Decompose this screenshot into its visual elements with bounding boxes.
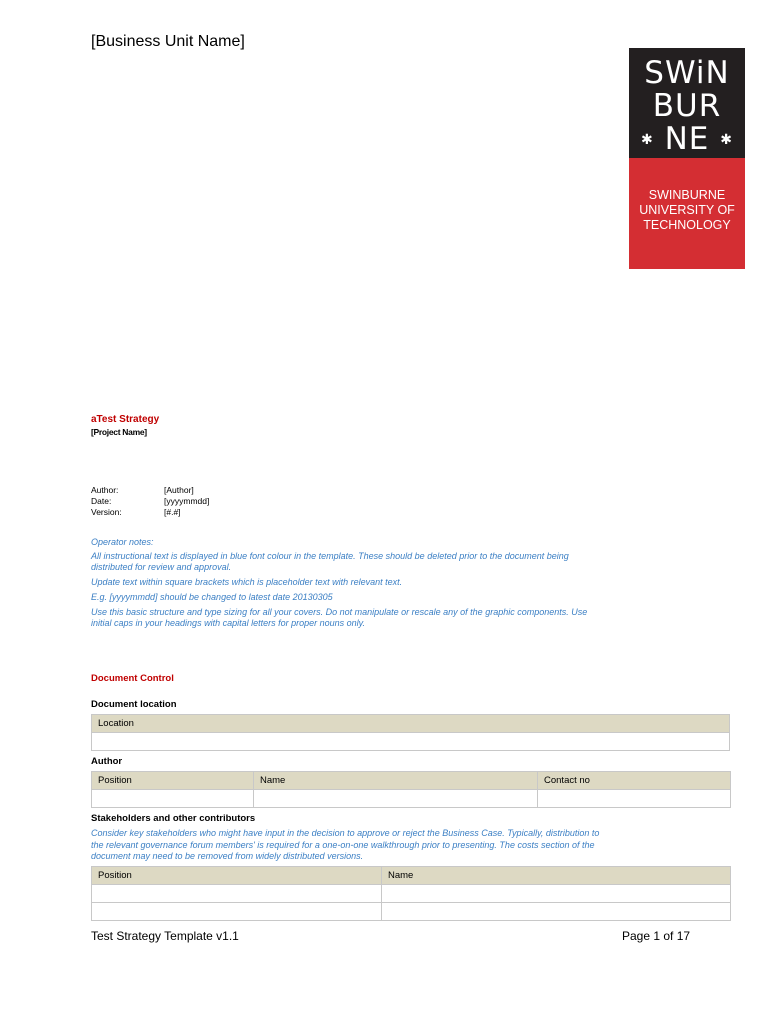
stakeholders-note-line-2: the relevant governance forum members' is required for a one-on-one walkthrough prior to presenting. The costs section of the xyxy=(91,840,595,850)
operator-note-4-line-1: Use this basic structure and type sizing for all your covers. Do not manipulate or rescale any of the graphic components. Use xyxy=(91,607,588,617)
table-row xyxy=(92,790,731,808)
table-header-row xyxy=(92,867,731,885)
document-title: aTest Strategy xyxy=(91,414,160,425)
version-label: Version: xyxy=(91,507,122,517)
table-cell[interactable] xyxy=(92,885,382,903)
logo-wordmark-line-3 xyxy=(629,121,745,157)
date-label: Date: xyxy=(91,496,112,506)
table-header-cell: Name xyxy=(382,867,731,885)
operator-notes-heading: Operator notes: xyxy=(91,537,154,547)
stakeholders-heading: Stakeholders and other contributors xyxy=(91,813,256,824)
author-label: Author: xyxy=(91,485,119,495)
logo-university-name xyxy=(629,188,745,233)
author-heading: Author xyxy=(91,756,123,767)
footer-template-version: Test Strategy Template v1.1 xyxy=(91,929,239,943)
version-value: [#.#] xyxy=(164,507,181,517)
stakeholders-table xyxy=(91,866,731,921)
operator-note-3: E.g. [yyyymmdd] should be changed to latest date 20130305 xyxy=(91,592,333,602)
document-control-title: Document Control xyxy=(91,673,174,684)
logo-bottom-block xyxy=(629,158,745,269)
table-cell[interactable] xyxy=(92,790,254,808)
swinburne-logo xyxy=(629,48,745,269)
table-header-cell: Position xyxy=(92,867,382,885)
document-location-table xyxy=(91,714,730,751)
table-cell[interactable] xyxy=(382,885,731,903)
project-name: [Project Name] xyxy=(91,427,147,437)
author-value: [Author] xyxy=(164,485,194,495)
table-header-row xyxy=(92,715,730,733)
logo-top-block xyxy=(629,48,745,158)
operator-note-4-line-2: initial caps in your headings with capital letters for proper nouns only. xyxy=(91,618,365,628)
table-cell[interactable] xyxy=(538,790,731,808)
table-header-cell: Contact no xyxy=(538,772,731,790)
logo-university-line-3: TECHNOLOGY xyxy=(643,218,731,232)
stakeholders-note-line-1: Consider key stakeholders who might have input in the decision to approve or reject the Business Case. Typically, distribution to xyxy=(91,828,600,838)
table-row xyxy=(92,885,731,903)
date-value: [yyyymmdd] xyxy=(164,496,210,506)
table-cell[interactable] xyxy=(92,733,730,751)
document-location-heading: Document location xyxy=(91,699,177,710)
star-icon: ✱ xyxy=(720,132,733,148)
operator-note-2: Update text within square brackets which is placeholder text with relevant text. xyxy=(91,577,403,587)
logo-wordmark-line-2: BUR xyxy=(652,88,722,124)
logo-university-line-2: UNIVERSITY OF xyxy=(639,203,735,217)
table-cell[interactable] xyxy=(92,903,382,921)
table-header-cell: Location xyxy=(92,715,730,733)
table-header-row xyxy=(92,772,731,790)
logo-wordmark-ne: NE xyxy=(664,121,710,157)
logo-university-line-1: SWINBURNE xyxy=(648,188,726,202)
table-cell[interactable] xyxy=(254,790,538,808)
author-table xyxy=(91,771,731,808)
star-icon: ✱ xyxy=(641,132,654,148)
table-cell[interactable] xyxy=(382,903,731,921)
table-row xyxy=(92,903,731,921)
operator-note-1-line-1: All instructional text is displayed in blue font colour in the template. These should be deleted prior to the document being xyxy=(91,551,569,561)
stakeholders-note-line-3: document may need to be removed from widely distributed versions. xyxy=(91,851,364,861)
table-row xyxy=(92,733,730,751)
footer-page-number: Page 1 of 17 xyxy=(622,929,691,943)
business-unit-name: [Business Unit Name] xyxy=(91,33,245,50)
operator-note-1-line-2: distributed for review and approval. xyxy=(91,562,232,572)
table-header-cell: Name xyxy=(254,772,538,790)
table-header-cell: Position xyxy=(92,772,254,790)
logo-wordmark-line-1: SWiN xyxy=(644,55,730,91)
